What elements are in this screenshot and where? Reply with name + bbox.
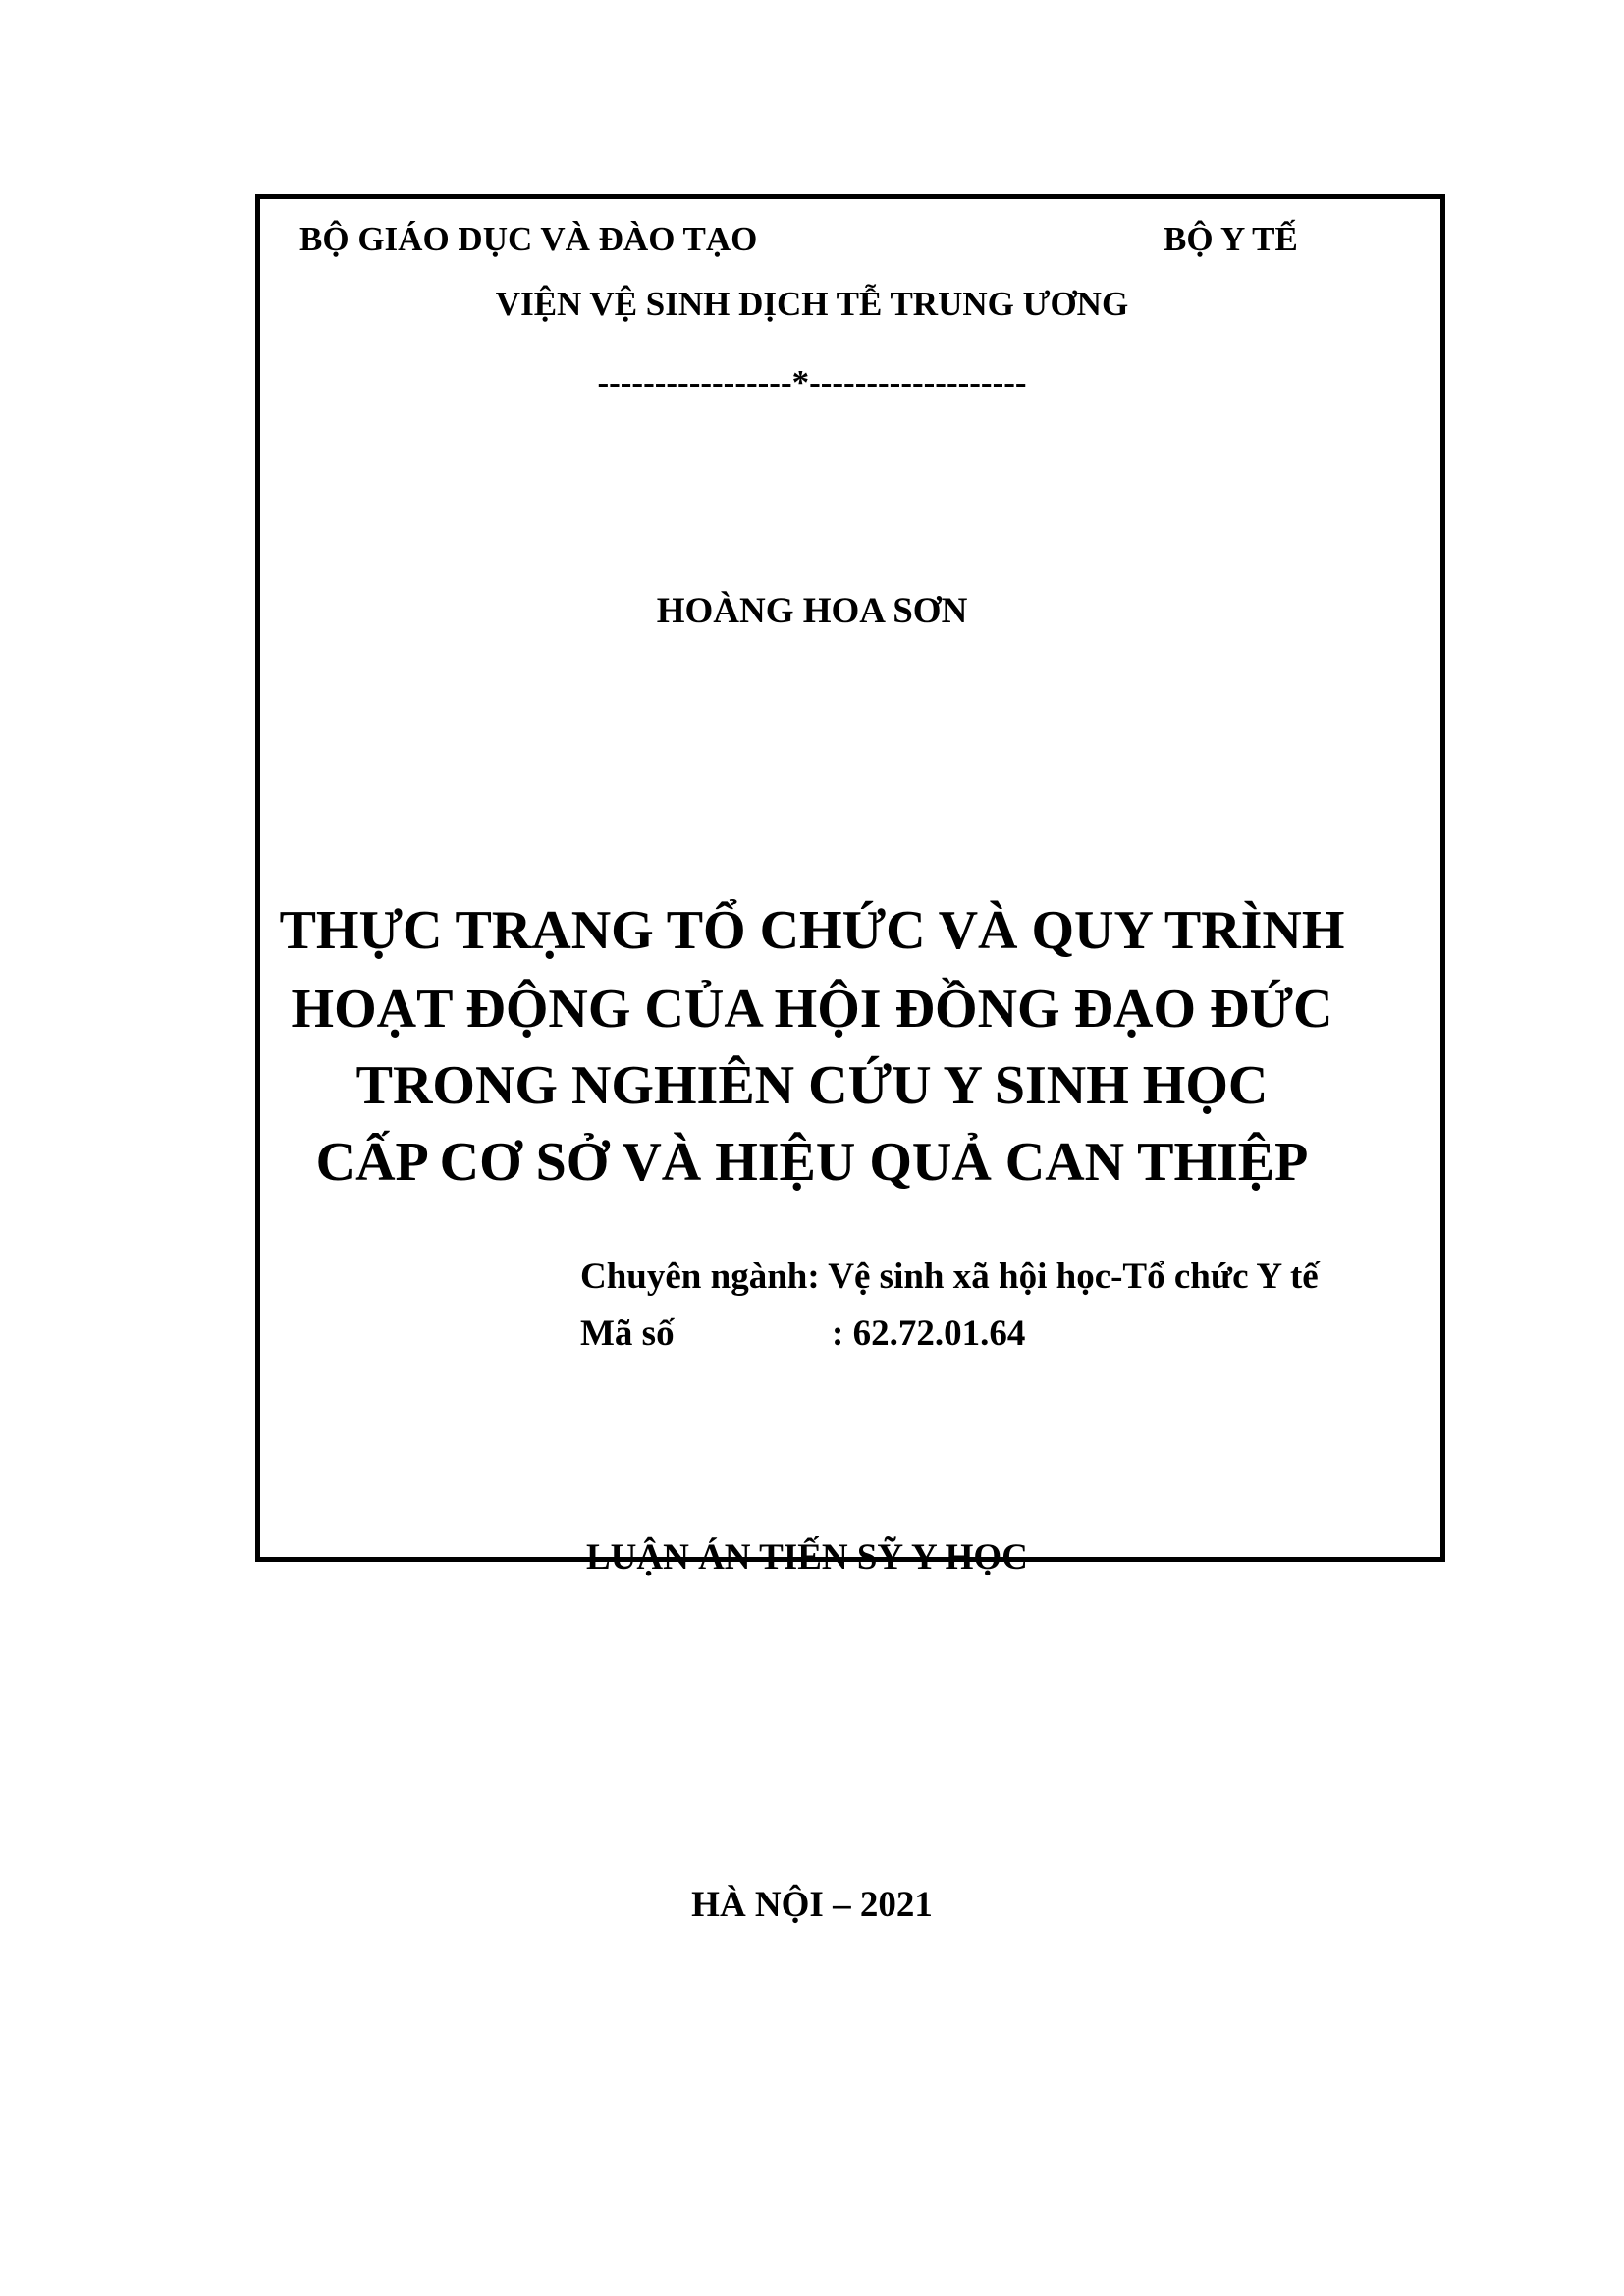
place-and-year: HÀ NỘI – 2021 [691,1885,933,1925]
author-name: HOÀNG HOA SƠN [656,591,968,631]
thesis-title-line-3: TRONG NGHIÊN CỨU Y SINH HỌC [355,1055,1269,1116]
ministry-of-education: BỘ GIÁO DỤC VÀ ĐÀO TẠO [299,220,758,258]
specialty-row [580,1258,1319,1295]
specialty-label: Chuyên ngành: [580,1256,820,1297]
header-separator: -----------------*------------------- [597,363,1027,401]
code-row [580,1313,1026,1354]
degree-type: LUẬN ÁN TIẾN SỸ Y HỌC [586,1537,1028,1577]
thesis-title-line-1: THỰC TRẠNG TỔ CHỨC VÀ QUY TRÌNH [279,900,1345,961]
thesis-title-line-4: CẤP CƠ SỞ VÀ HIỆU QUẢ CAN THIỆP [315,1132,1309,1193]
specialty-value: Vệ sinh xã hội học-Tổ chức Y tế [828,1256,1319,1297]
institute-name: VIỆN VỆ SINH DỊCH TỄ TRUNG ƯƠNG [495,285,1129,323]
code-label: Mã số [580,1313,675,1354]
code-value: : 62.72.01.64 [832,1313,1026,1354]
ministry-of-health: BỘ Y TẾ [1164,220,1298,258]
thesis-title-line-2: HOẠT ĐỘNG CỦA HỘI ĐỒNG ĐẠO ĐỨC [291,979,1333,1040]
